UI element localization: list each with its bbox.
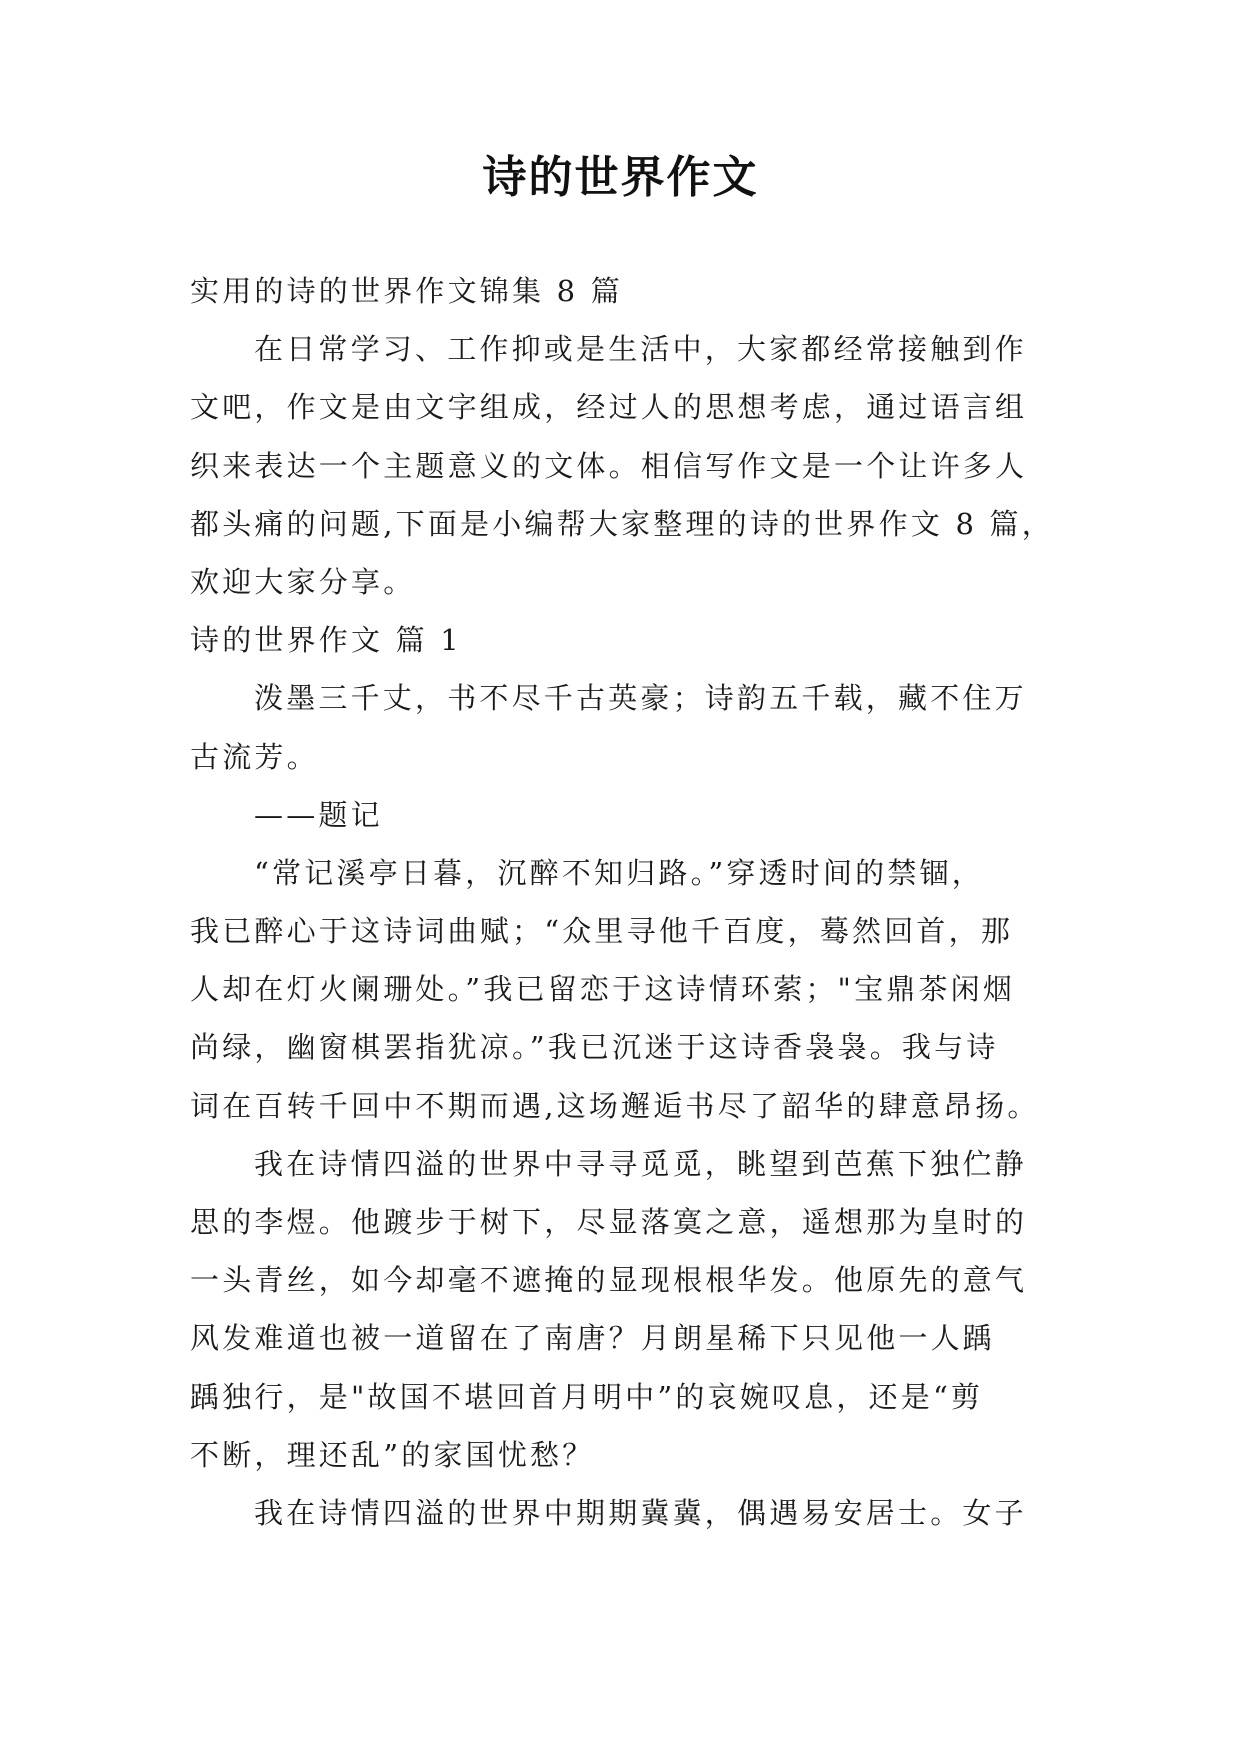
paragraph-line: 在日常学习、工作抑或是生活中，大家都经常接触到作 <box>254 332 1027 367</box>
section-heading: 诗的世界作文 篇 1 <box>190 623 462 658</box>
paragraph-line: 一头青丝，如今却毫不遮掩的显现根根华发。他原先的意气 <box>190 1263 1028 1298</box>
epigraph-attribution: ——题记 <box>254 797 383 832</box>
subtitle-line: 实用的诗的世界作文锦集 8 篇 <box>190 274 623 308</box>
paragraph-line: 织来表达一个主题意义的文体。相信写作文是一个让许多人 <box>190 448 1028 483</box>
paragraph-line: 踽独行，是"故国不堪回首月明中”的哀婉叹息，还是“剪 <box>190 1379 984 1414</box>
paragraph-line: 人却在灯火阑珊处。”我已留恋于这诗情环萦；"宝鼎茶闲烟 <box>190 972 1016 1007</box>
paragraph-line: 我在诗情四溢的世界中期期冀冀，偶遇易安居士。女子 <box>254 1495 1027 1530</box>
paragraph-line: 欢迎大家分享。 <box>190 564 416 599</box>
paragraph-line: 文吧，作文是由文字组成，经过人的思想考虑，通过语言组 <box>190 390 1028 425</box>
paragraph-line: 我在诗情四溢的世界中寻寻觅觅，眺望到芭蕉下独伫静 <box>254 1146 1027 1181</box>
paragraph-line: 都头痛的问题,下面是小编帮大家整理的诗的世界作文 8 篇， <box>190 506 1054 541</box>
document-body <box>190 262 1052 1542</box>
document-title: 诗的世界作文 <box>482 152 759 203</box>
paragraph-line: 我已醉心于这诗词曲赋；“众里寻他千百度，蓦然回首，那 <box>190 914 1014 949</box>
paragraph-line: 不断，理还乱”的家国忧愁？ <box>190 1437 595 1472</box>
paragraph-line: “常记溪亭日暮，沉醉不知归路。”穿透时间的禁锢， <box>254 855 984 890</box>
paragraph-line: 尚绿，幽窗棋罢指犹凉。”我已沉迷于这诗香袅袅。我与诗 <box>190 1030 999 1065</box>
paragraph-line: 泼墨三千丈，书不尽千古英豪；诗韵五千载，藏不住万 <box>254 681 1027 716</box>
paragraph-line: 词在百转千回中不期而遇,这场邂逅书尽了韶华的肆意昂扬。 <box>190 1088 1040 1123</box>
paragraph-line: 古流芳。 <box>190 739 319 774</box>
paragraph-line: 思的李煜。他踱步于树下，尽显落寞之意，遥想那为皇时的 <box>190 1205 1028 1239</box>
paragraph-line: 风发难道也被一道留在了南唐？月朗星稀下只见他一人踽 <box>190 1321 996 1356</box>
